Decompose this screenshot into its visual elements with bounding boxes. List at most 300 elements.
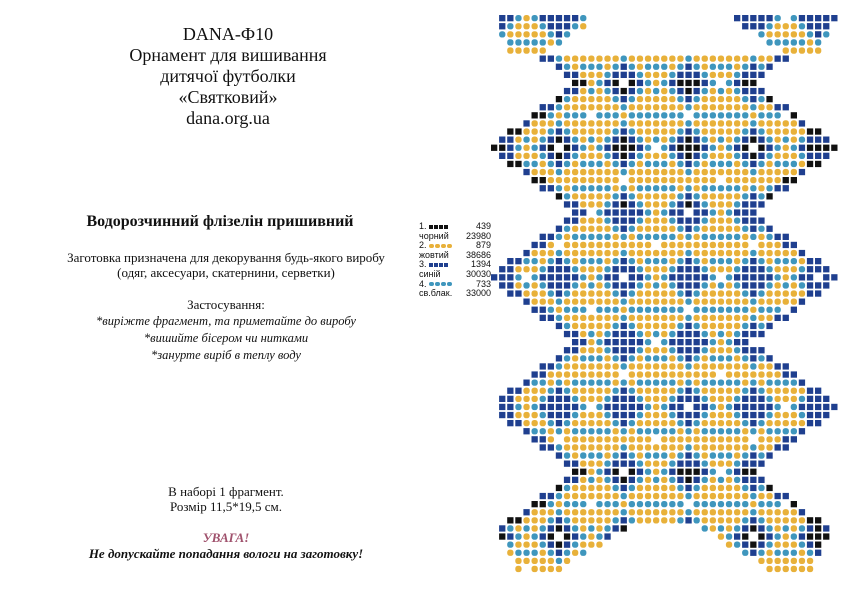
pattern-cell [758,250,764,256]
pattern-cell [621,331,627,337]
pattern-cell [661,517,667,523]
pattern-cell [588,517,594,523]
pattern-cell [758,23,764,29]
pattern-cell [540,56,546,62]
pattern-cell [629,380,635,386]
pattern-cell [669,282,675,288]
pattern-cell [791,412,797,418]
pattern-cell [694,517,700,523]
pattern-cell [604,56,610,62]
pattern-cell [750,550,756,556]
pattern-cell [742,404,748,410]
pattern-cell [596,339,602,345]
pattern-cell [588,153,594,159]
legend-number: 3. [419,259,427,270]
pattern-cell [775,112,781,118]
pattern-cell [629,509,635,515]
pattern-cell [718,250,724,256]
pattern-cell [653,64,659,70]
pattern-cell [588,542,594,548]
pattern-cell [758,185,764,191]
pattern-cell [718,501,724,507]
pattern-cell [807,290,813,296]
pattern-cell [596,452,602,458]
pattern-cell [556,64,562,70]
pattern-cell [758,444,764,450]
pattern-cell [799,274,805,280]
pattern-cell [515,153,521,159]
pattern-cell [540,299,546,305]
pattern-cell [750,525,756,531]
pattern-cell [572,509,578,515]
pattern-cell [702,96,708,102]
pattern-cell [661,274,667,280]
pattern-cell [718,226,724,232]
pattern-cell [564,290,570,296]
pattern-cell [783,299,789,305]
pattern-cell [556,355,562,361]
pattern-cell [596,266,602,272]
pattern-cell [556,282,562,288]
pattern-cell [758,64,764,70]
pattern-cell [507,39,513,45]
pattern-cell [580,88,586,94]
pattern-cell [685,242,691,248]
pattern-cell [775,396,781,402]
pattern-cell [580,226,586,232]
pattern-cell [669,517,675,523]
pattern-cell [548,436,554,442]
pattern-cell [710,315,716,321]
pattern-cell [750,258,756,264]
pattern-cell [710,509,716,515]
pattern-cell [669,266,675,272]
pattern-cell [556,550,562,556]
pattern-cell [726,509,732,515]
pattern-cell [661,315,667,321]
pattern-cell [548,525,554,531]
pattern-cell [556,371,562,377]
pattern-cell [588,347,594,353]
pattern-cell [653,461,659,467]
pattern-cell [710,145,716,151]
pattern-cell [791,533,797,539]
pattern-cell [694,461,700,467]
pattern-cell [669,509,675,515]
pattern-cell [604,533,610,539]
pattern-cell [548,250,554,256]
pattern-cell [532,47,538,53]
pattern-cell [758,88,764,94]
pattern-cell [734,64,740,70]
pattern-cell [718,452,724,458]
pattern-cell [556,566,562,572]
pattern-cell [604,112,610,118]
pattern-cell [661,153,667,159]
pattern-cell [580,120,586,126]
pattern-cell [791,290,797,296]
pattern-cell [653,290,659,296]
pattern-cell [807,525,813,531]
pattern-cell [775,525,781,531]
pattern-cell [718,137,724,143]
pattern-cell [791,558,797,564]
pattern-cell [580,161,586,167]
pattern-cell [572,23,578,29]
pattern-cell [718,493,724,499]
pattern-cell [572,104,578,110]
pattern-cell [734,258,740,264]
pattern-cell [604,290,610,296]
pattern-cell [532,299,538,305]
pattern-cell [645,493,651,499]
pattern-cell [694,72,700,78]
pattern-cell [799,128,805,134]
pattern-cell [564,112,570,118]
pattern-cell [523,542,529,548]
pattern-cell [637,137,643,143]
pattern-cell [694,428,700,434]
pattern-cell [645,218,651,224]
pattern-cell [588,396,594,402]
pattern-cell [677,469,683,475]
pattern-cell [734,209,740,215]
pattern-cell [823,525,829,531]
pattern-cell [685,493,691,499]
pattern-cell [588,120,594,126]
pattern-cell [580,461,586,467]
pattern-cell [540,23,546,29]
pattern-cell [791,128,797,134]
pattern-cell [799,266,805,272]
pattern-cell [775,282,781,288]
pattern-cell [548,56,554,62]
pattern-cell [564,493,570,499]
pattern-cell [758,193,764,199]
pattern-cell [734,266,740,272]
pattern-cell [604,72,610,78]
pattern-cell [750,120,756,126]
pattern-cell [783,31,789,37]
pattern-cell [758,290,764,296]
pattern-cell [604,266,610,272]
pattern-cell [758,550,764,556]
pattern-cell [556,266,562,272]
pattern-cell [588,420,594,426]
pattern-cell [742,137,748,143]
pattern-cell [669,234,675,240]
pattern-cell [718,153,724,159]
pattern-cell [694,137,700,143]
pattern-cell [540,161,546,167]
pattern-cell [580,396,586,402]
pattern-cell [515,15,521,21]
pattern-cell [669,299,675,305]
pattern-cell [661,347,667,353]
pattern-cell [572,533,578,539]
pattern-cell [580,315,586,321]
pattern-cell [710,274,716,280]
pattern-cell [564,477,570,483]
pattern-cell [799,39,805,45]
pattern-cell [758,96,764,102]
pattern-cell [653,477,659,483]
pattern-cell [540,169,546,175]
pattern-cell [604,226,610,232]
pattern-cell [685,469,691,475]
pattern-cell [507,525,513,531]
pattern-cell [661,380,667,386]
pattern-cell [685,355,691,361]
pattern-cell [637,347,643,353]
pattern-cell [629,96,635,102]
pattern-cell [758,517,764,523]
pattern-cell [799,509,805,515]
pattern-cell [702,250,708,256]
pattern-cell [758,282,764,288]
pattern-cell [604,250,610,256]
pattern-cell [807,550,813,556]
pattern-cell [685,477,691,483]
pattern-cell [775,290,781,296]
pattern-cell [548,161,554,167]
pattern-cell [815,39,821,45]
pattern-cell [515,31,521,37]
pattern-cell [523,558,529,564]
pattern-cell [564,169,570,175]
pattern-cell [556,234,562,240]
pattern-cell [831,274,837,280]
pattern-cell [726,226,732,232]
pattern-cell [572,266,578,272]
pattern-cell [815,533,821,539]
pattern-cell [629,371,635,377]
pattern-cell [742,533,748,539]
pattern-cell [515,47,521,53]
pattern-cell [621,258,627,264]
usage-step-2: *вишийте бісером чи нитками [143,331,309,345]
pattern-cell [685,201,691,207]
pattern-cell [694,80,700,86]
pattern-cell [613,428,619,434]
pattern-cell [532,282,538,288]
pattern-cell [702,161,708,167]
pattern-cell [580,509,586,515]
pattern-cell [523,137,529,143]
pattern-cell [799,517,805,523]
pattern-cell [507,404,513,410]
pattern-cell [613,218,619,224]
pattern-cell [823,23,829,29]
pattern-cell [823,412,829,418]
pattern-cell [734,461,740,467]
pattern-cell [621,299,627,305]
pattern-cell [677,517,683,523]
pattern-cell [669,444,675,450]
pattern-cell [669,72,675,78]
pattern-cell [637,120,643,126]
pattern-cell [710,242,716,248]
pattern-cell [750,355,756,361]
pattern-cell [572,501,578,507]
pattern-cell [604,88,610,94]
pattern-cell [661,420,667,426]
pattern-cell [604,428,610,434]
pattern-cell [685,412,691,418]
pattern-cell [596,282,602,288]
pattern-cell [548,290,554,296]
pattern-cell [734,120,740,126]
pattern-cell [766,193,772,199]
pattern-cell [742,396,748,402]
pattern-cell [742,169,748,175]
pattern-cell [669,226,675,232]
pattern-cell [564,428,570,434]
pattern-cell [669,339,675,345]
pattern-cell [532,436,538,442]
pattern-cell [515,274,521,280]
pattern-cell [532,550,538,556]
pattern-cell [710,436,716,442]
pattern-cell [556,412,562,418]
pattern-cell [596,185,602,191]
pattern-cell [775,258,781,264]
pattern-cell [653,96,659,102]
pattern-cell [702,355,708,361]
pattern-cell [702,218,708,224]
pattern-cell [596,193,602,199]
pattern-cell [807,542,813,548]
pattern-cell [556,226,562,232]
pattern-cell [718,299,724,305]
pattern-cell [580,112,586,118]
pattern-cell [815,396,821,402]
pattern-cell [507,420,513,426]
pattern-cell [523,396,529,402]
pattern-cell [588,452,594,458]
pattern-cell [702,282,708,288]
pattern-cell [694,226,700,232]
pattern-cell [783,39,789,45]
pattern-cell [766,128,772,134]
pattern-cell [742,177,748,183]
pattern-cell [677,323,683,329]
pattern-cell [629,218,635,224]
pattern-cell [645,509,651,515]
pattern-cell [604,339,610,345]
pattern-cell [750,517,756,523]
pattern-cell [669,128,675,134]
pattern-cell [766,566,772,572]
pattern-cell [604,436,610,442]
pattern-cell [718,323,724,329]
pattern-cell [791,120,797,126]
pattern-cell [750,404,756,410]
pattern-cell [604,161,610,167]
pattern-cell [710,444,716,450]
pattern-cell [637,88,643,94]
pattern-cell [831,15,837,21]
pattern-cell [629,56,635,62]
pattern-cell [507,137,513,143]
pattern-cell [540,128,546,134]
pattern-cell [661,290,667,296]
pattern-cell [621,128,627,134]
pattern-cell [613,137,619,143]
pattern-cell [677,193,683,199]
pattern-cell [540,234,546,240]
pattern-cell [532,396,538,402]
pattern-cell [775,517,781,523]
pattern-cell [710,307,716,313]
pattern-cell [637,112,643,118]
pattern-cell [499,396,505,402]
pattern-cell [588,339,594,345]
pattern-cell [540,380,546,386]
pattern-cell [758,331,764,337]
pattern-cell [734,525,740,531]
pattern-cell [604,299,610,305]
legend-number: 4. [419,278,427,289]
pattern-cell [507,23,513,29]
pattern-cell [734,137,740,143]
pattern-cell [532,371,538,377]
pattern-cell [734,169,740,175]
pattern-cell [637,355,643,361]
pattern-cell [613,234,619,240]
pattern-cell [677,266,683,272]
pattern-cell [710,80,716,86]
pattern-cell [532,145,538,151]
pattern-cell [750,542,756,548]
pattern-cell [507,396,513,402]
pattern-cell [515,533,521,539]
pattern-cell [564,274,570,280]
pattern-cell [532,525,538,531]
pattern-cell [823,153,829,159]
pattern-cell [710,485,716,491]
pattern-cell [694,477,700,483]
pattern-cell [661,145,667,151]
pattern-cell [815,404,821,410]
pattern-cell [637,299,643,305]
pattern-cell [702,323,708,329]
pattern-cell [645,104,651,110]
pattern-cell [637,363,643,369]
pattern-cell [807,31,813,37]
pattern-cell [637,452,643,458]
pattern-cell [580,15,586,21]
pattern-cell [556,444,562,450]
pattern-cell [580,185,586,191]
pattern-cell [564,307,570,313]
pattern-cell [499,404,505,410]
pattern-cell [621,355,627,361]
pattern-cell [669,193,675,199]
pattern-cell [572,299,578,305]
pattern-cell [572,436,578,442]
pattern-cell [718,185,724,191]
pattern-cell [637,404,643,410]
pattern-cell [742,153,748,159]
pattern-cell [718,193,724,199]
pattern-cell [742,542,748,548]
pattern-cell [661,169,667,175]
pattern-cell [653,355,659,361]
pattern-cell [726,380,732,386]
pattern-cell [540,47,546,53]
pattern-cell [580,282,586,288]
